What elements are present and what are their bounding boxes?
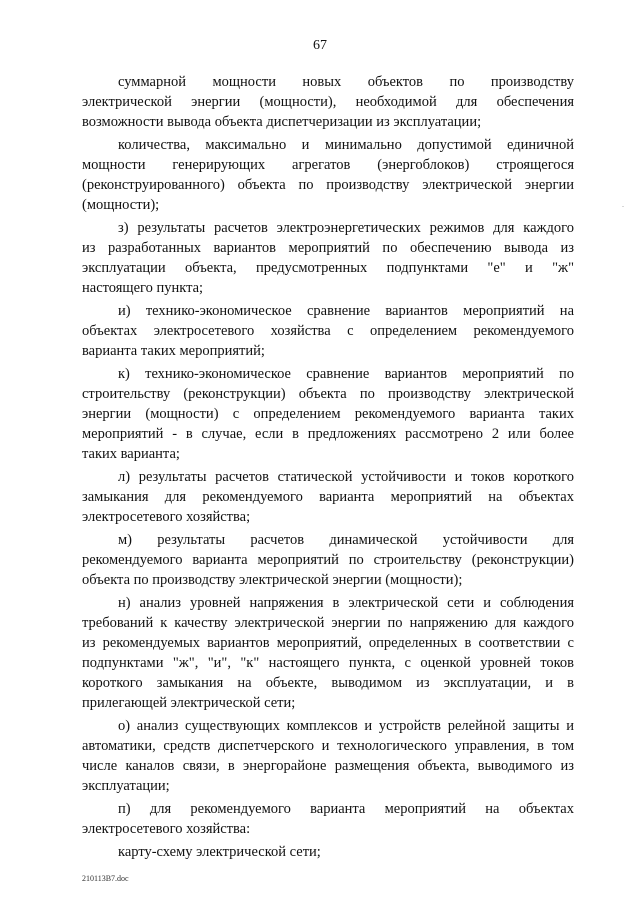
text-line: м) результаты расчетов динамической устойчивости для — [118, 532, 574, 548]
text-line: автоматики, средств диспетчерского и технологического управления, в том — [82, 738, 574, 754]
scan-edge-mark: . — [622, 200, 624, 209]
paragraph — [82, 72, 574, 132]
text-line: и) технико-экономическое сравнение вариантов мероприятий на — [118, 303, 574, 319]
text-line: эксплуатации; — [82, 778, 170, 794]
paragraph — [82, 364, 574, 464]
text-line: таких варианта; — [82, 446, 180, 462]
text-line: электросетевого хозяйства; — [82, 509, 251, 525]
paragraph — [82, 593, 574, 713]
paragraph — [82, 799, 574, 839]
text-line: п) для рекомендуемого варианта мероприятий на объектах — [118, 801, 574, 817]
text-line: строительству (реконструкции) объекта по производству электрической — [82, 386, 574, 402]
text-line: о) анализ существующих комплексов и устройств релейной защиты и — [118, 718, 574, 734]
text-line: требований к качеству электрической энергии по напряжению для каждого — [82, 615, 574, 631]
text-line: н) анализ уровней напряжения в электрической сети и соблюдения — [118, 595, 574, 611]
paragraph — [82, 842, 574, 862]
text-line: энергии (мощности) с определением рекомендуемого варианта таких — [82, 406, 574, 422]
text-line: настоящего пункта; — [82, 280, 204, 296]
text-line: объектах электросетевого хозяйства с определением рекомендуемого — [82, 323, 574, 339]
paragraph — [82, 135, 574, 215]
text-line: числе каналов связи, в энергорайоне размещения объекта, выводимого из — [82, 758, 574, 774]
paragraph — [82, 467, 574, 527]
text-line: замыкания для рекомендуемого варианта мероприятий на объектах — [82, 489, 574, 505]
text-line: (реконструированного) объекта по производству электрической энергии — [82, 177, 574, 193]
text-line: мощности генерирующих агрегатов (энергоблоков) строящегося — [82, 157, 574, 173]
text-line: карту-схему электрической сети; — [118, 844, 321, 860]
text-line: варианта таких мероприятий; — [82, 343, 265, 359]
text-line: количества, максимально и минимально допустимой единичной — [118, 137, 574, 153]
text-line: эксплуатации объекта, предусмотренных подпунктами "е" и "ж" — [82, 260, 574, 276]
text-line: подпунктами "ж", "и", "к" настоящего пункта, с оценкой уровней токов — [82, 655, 574, 671]
text-line: суммарной мощности новых объектов по производству — [118, 74, 574, 90]
file-name-footer: 210113B7.doc — [82, 874, 129, 883]
text-line: возможности вывода объекта диспетчеризации из эксплуатации; — [82, 114, 482, 130]
text-line: из рекомендуемых вариантов мероприятий, определенных в соответствии с — [82, 635, 574, 651]
text-line: мероприятий - в случае, если в предложениях рассмотрено 2 или более — [82, 426, 574, 442]
text-line: объекта по производству электрической энергии (мощности); — [82, 572, 463, 588]
text-line: к) технико-экономическое сравнение вариантов мероприятий по — [118, 366, 574, 382]
text-line: з) результаты расчетов электроэнергетических режимов для каждого — [118, 220, 574, 236]
text-line: л) результаты расчетов статической устойчивости и токов короткого — [118, 469, 574, 485]
paragraph — [82, 716, 574, 796]
page-number: 67 — [313, 38, 327, 53]
paragraph — [82, 218, 574, 298]
text-line: прилегающей электрической сети; — [82, 695, 296, 711]
paragraph — [82, 301, 574, 361]
paragraph — [82, 530, 574, 590]
text-line: из разработанных вариантов мероприятий по обеспечению вывода из — [82, 240, 574, 256]
document-body — [82, 72, 574, 865]
text-line: (мощности); — [82, 197, 160, 213]
text-line: рекомендуемого варианта мероприятий по строительству (реконструкции) — [82, 552, 574, 568]
text-line: короткого замыкания на объекте, выводимом из эксплуатации, и в — [82, 675, 574, 691]
text-line: электросетевого хозяйства: — [82, 821, 251, 837]
text-line: электрической энергии (мощности), необходимой для обеспечения — [82, 94, 574, 110]
